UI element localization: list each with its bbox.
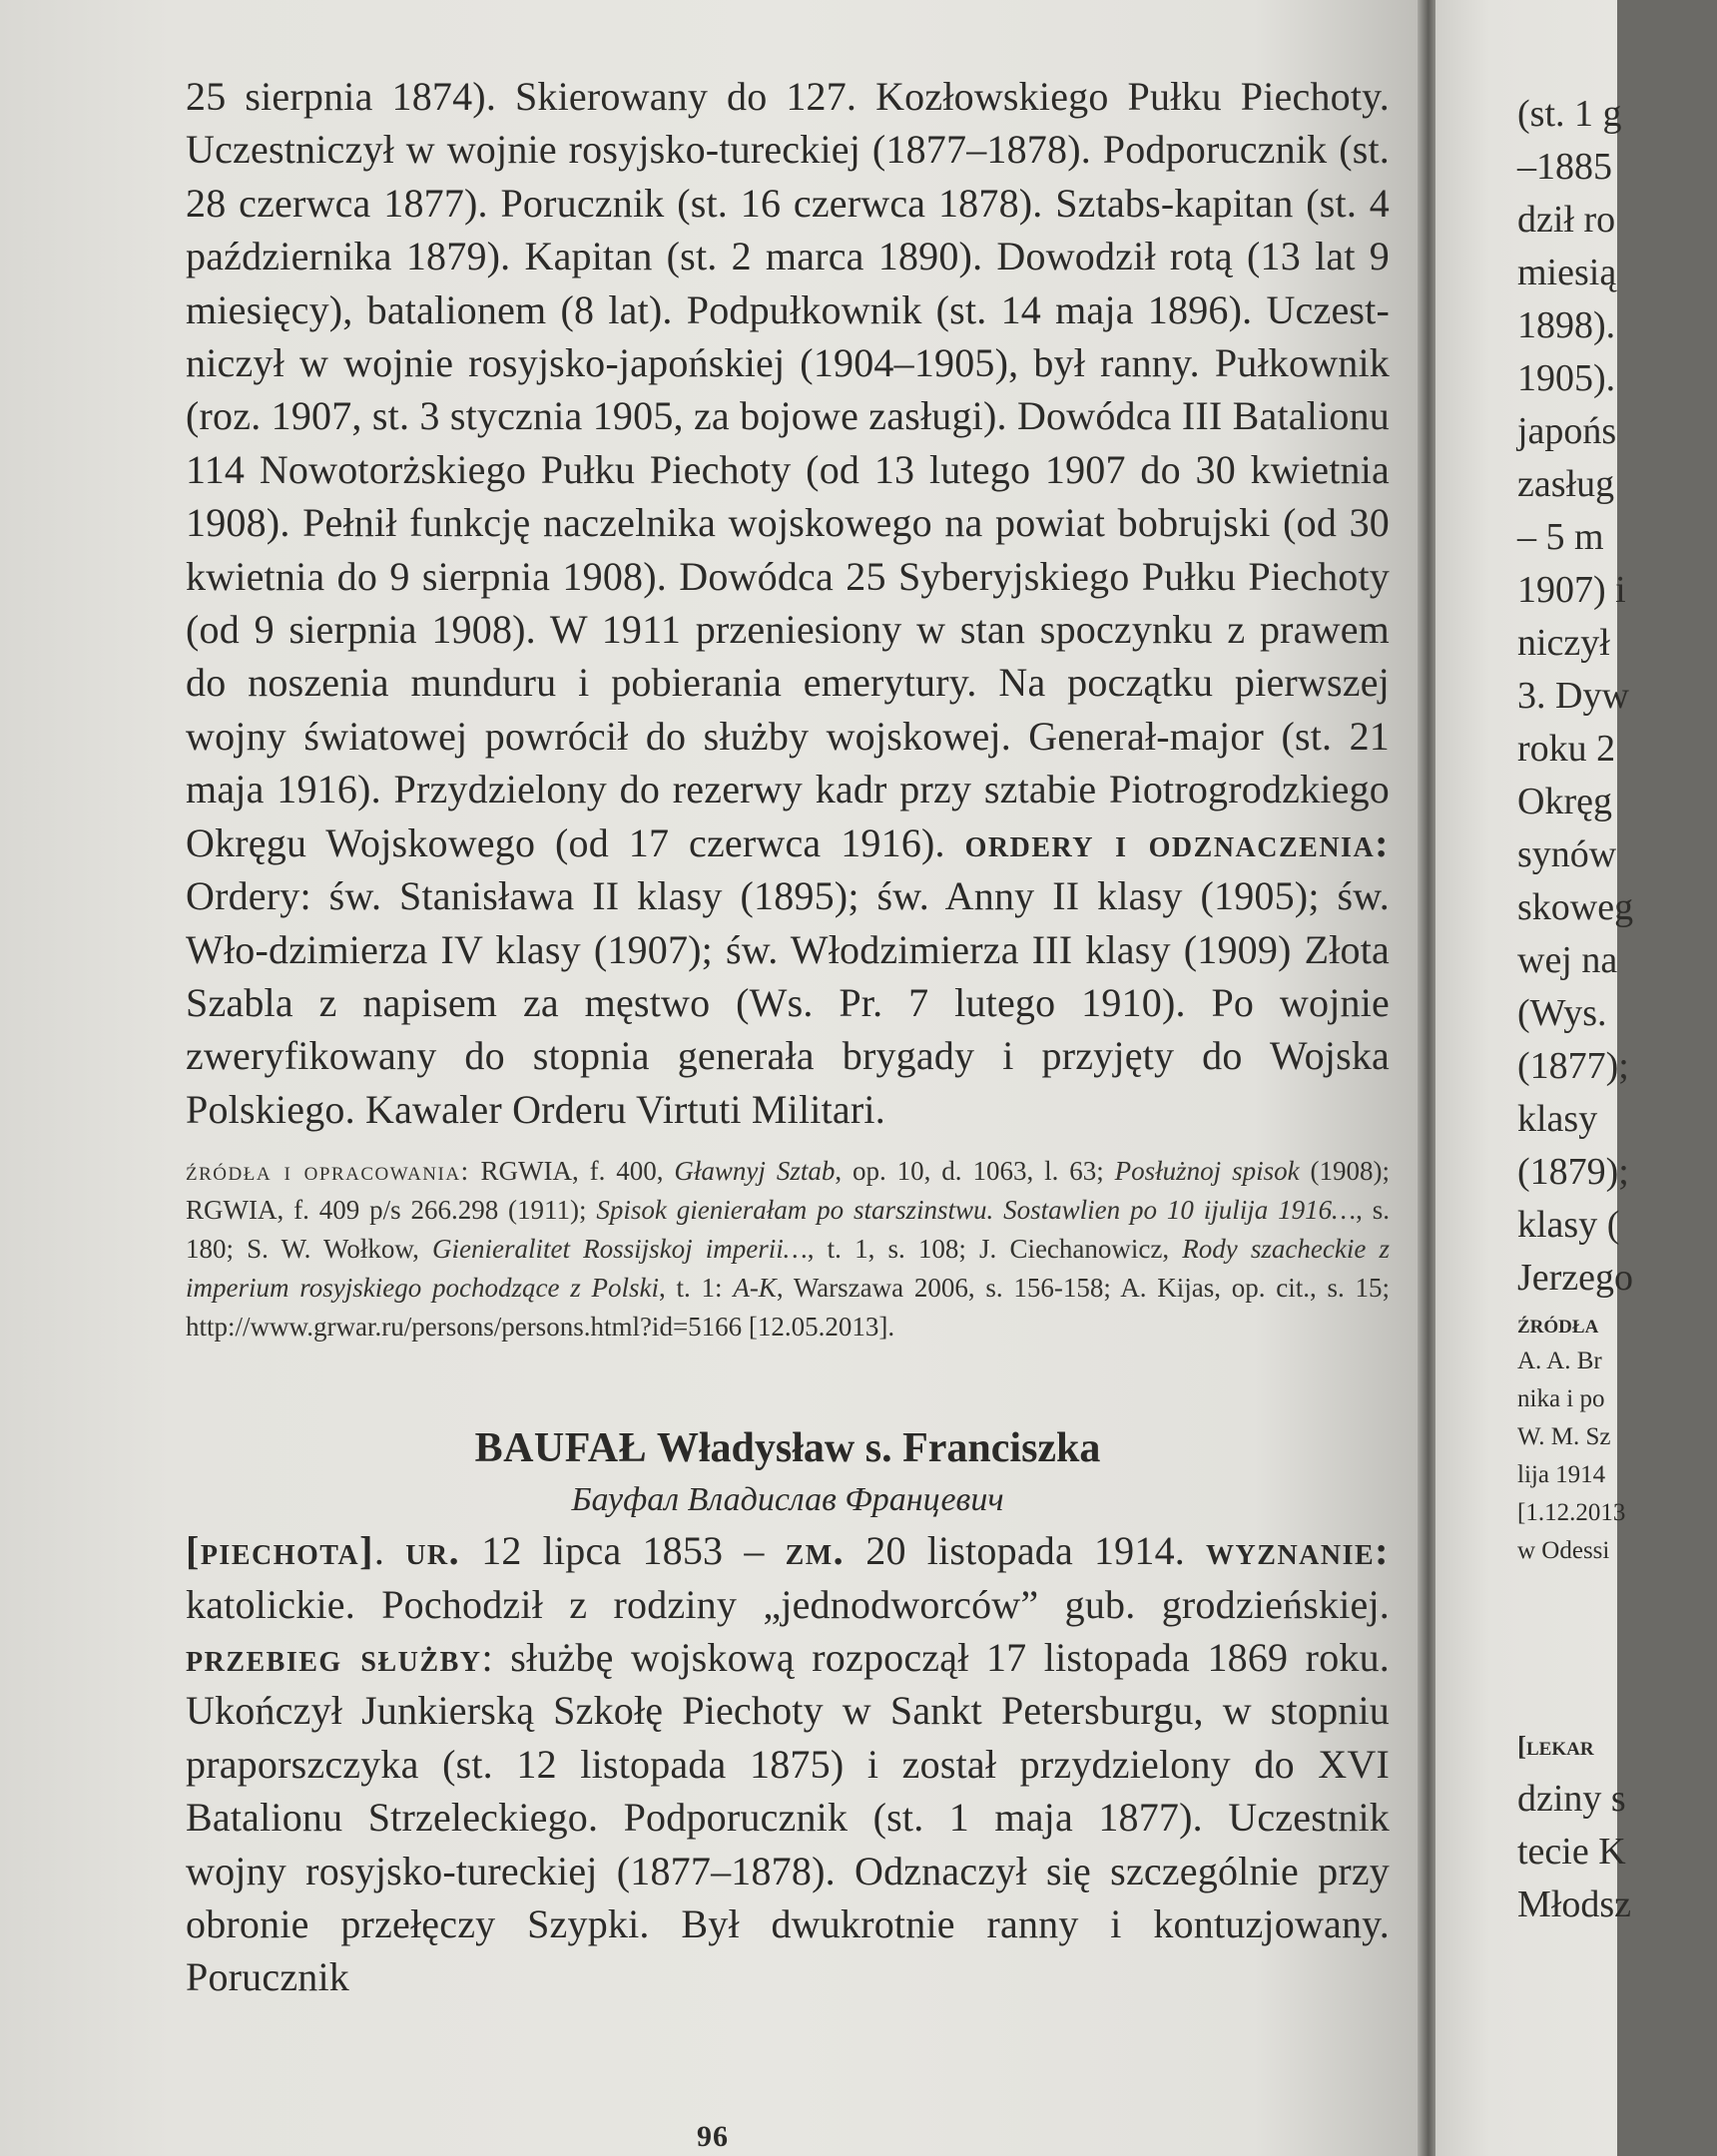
orders-line: Ordery: św. Stanisława II klasy (1895); św. Anny II klasy (1905); św. Wło-: [186, 873, 1390, 972]
fragment-line: 1898).: [1517, 304, 1616, 346]
bio-line: 114 Nowotorżskiego Pułku Piechoty (od 13 lutego 1907 do 30 kwietnia: [186, 446, 1390, 492]
fragment-small: nika i po: [1517, 1385, 1605, 1412]
bio-line: 9 miesięcy), batalionem (8 lat). Podpułkownik (st. 14 maja 1896). Uczest-: [186, 234, 1390, 332]
fragment-line: japońs: [1517, 410, 1617, 452]
bio-line: (roz. 1907, st. 3 stycznia 1905, za bojowe zasługi). Dowódca III Batalionu: [186, 393, 1390, 439]
branch-label: [piechota]: [186, 1528, 374, 1574]
fragment-line: skoweg: [1517, 886, 1634, 928]
right-page-fragments: [1517, 88, 1717, 1931]
fragment-small: lija 1914: [1517, 1461, 1606, 1488]
source-text: , t. 1, s. 108; J. Ciechanowicz,: [807, 1234, 1170, 1265]
fragment-line: niczył: [1517, 622, 1610, 664]
bio-line: niczył w wojnie rosyjsko-japońskiej (1904–1905), był ranny. Pułkownik: [186, 340, 1390, 386]
bio-line: (od 9 sierpnia 1908). W 1911 przeniesiony w stan spoczynku z prawem: [186, 607, 1390, 653]
source-title: Rody szacheckie z imperium rosyjskiego pochodzące z Polski: [186, 1234, 1391, 1304]
fragment-spacer: [1517, 1570, 1717, 1720]
fragment-line: miesią: [1517, 252, 1617, 293]
fragment-line: Młodsz: [1517, 1884, 1631, 1925]
bio-line: 25 sierpnia 1874). Skierowany do 127. Kozłowskiego Pułku Piechoty.: [186, 74, 1390, 119]
fragment-line: klasy (: [1517, 1204, 1620, 1246]
bio-line: maja 1916). Przydzielony do rezerwy kadr przy sztabie Piotrogrodzkiego: [186, 767, 1390, 812]
fragment-small: źródła: [1517, 1309, 1599, 1339]
fragment-line: zasług: [1517, 463, 1615, 505]
bio-line: 4 października 1879). Kapitan (st. 2 marca 1890). Dowodził rotą (13 lat: [186, 180, 1390, 279]
fragment-line: (st. 1 g: [1517, 93, 1622, 135]
entry-heading: [186, 1422, 1390, 1474]
fragment-small: A. A. Br: [1517, 1348, 1602, 1374]
bio-line: do noszenia munduru i pobierania emerytury. Na początku pierwszej: [186, 660, 1390, 706]
biography-entry-2: [piechota]. ur. 12 lipca 1853 – zm. 20 listopada 1914. wyznanie: katolickie. Pochodził z rodziny „jednodworców” gub. grodzieńskiej. przebieg służby: służbę wojskową rozpoczął 17 listopada 1869 roku. Ukończył Junkierską Szkołę Piechoty w Sankt Petersburgu, w stopniu praporszczyka (st. 12 listopada 1875) i został przydzielony do XVI Batalionu Strzeleckiego. Podporucznik (st. 1 maja 1877). Uczestnik wojny rosyjsko-tureckiej (1877–1878). Odznaczył się szczególnie przy obronie przełęczy Szypki. Był dwukrotnie ranny i kontuzjowany. Porucznik: [186, 1528, 1390, 2000]
fragment-small: w Odessi: [1517, 1537, 1610, 1564]
text-column: [186, 70, 1390, 2004]
right-book-page: [1435, 0, 1634, 2156]
bio-line: kwietnia do 9 sierpnia 1908). Dowódca 25 Syberyjskiego Pułku Piechoty: [186, 553, 1390, 599]
source-text: , s. 180; S. W. Wołkow,: [186, 1195, 1391, 1265]
orders-heading: ordery i odznaczenia:: [964, 819, 1390, 865]
source-title: Gienieralitet Rossijskoj imperii…: [431, 1234, 808, 1265]
died-label: zm.: [785, 1528, 846, 1574]
entry-given-names: Władysław s. Franciszka: [656, 1425, 1101, 1472]
sources-heading: źródła i opracowania:: [186, 1156, 470, 1187]
orders-line: Orderu Virtuti Militari.: [512, 1086, 885, 1132]
fragment-line: (Wys.: [1517, 992, 1607, 1034]
source-title: A-K: [733, 1273, 777, 1304]
fragment-line: dziny s: [1517, 1778, 1626, 1820]
fragment-line: 1905).: [1517, 357, 1616, 399]
source-text: , t. 1:: [659, 1273, 723, 1304]
service-text: : służbę wojskową rozpoczął 17 listopada 1869 roku. Ukończył Junkierską Szkołę Piechoty w Sankt Petersburgu, w stopniu praporszczyka (st. 12 listopada 1875) i został przydzielony do XVI Batalionu Strzeleckiego. Podporucznik (st. 1 maja 1877). Uczestnik wojny rosyjsko-tureckiej (1877–1878). Odznaczył się szczególnie przy obronie przełęczy Szypki. Był dwukrotnie ranny i kontuzjowany. Porucznik: [186, 1634, 1390, 2000]
source-text: , op. 10, d. 1063, l. 63;: [835, 1156, 1104, 1187]
fragment-line: wej na: [1517, 939, 1618, 981]
bio-line: Uczestniczył w wojnie rosyjsko-tureckiej (1877–1878). Podporucznik: [186, 127, 1328, 173]
orders-line: do stopnia generała brygady i przyjęty do Wojska Polskiego. Kawaler: [186, 1033, 1391, 1132]
entry-cyrillic-name: Бауфал Владислав Францевич: [571, 1481, 1004, 1519]
born-value: 12 lipca 1853 –: [481, 1528, 765, 1574]
fragment-line: 1907) i: [1517, 569, 1626, 611]
fragment-line: (1877);: [1517, 1045, 1629, 1087]
source-text: RGWIA, f. 400,: [480, 1156, 664, 1187]
died-value: 20 listopada 1914.: [865, 1528, 1185, 1574]
fragment-line: –1885: [1517, 146, 1612, 188]
fragment-line: (1879);: [1517, 1151, 1629, 1193]
fragment-line: [lekar: [1517, 1731, 1594, 1761]
biography-entry-1: [186, 70, 1390, 1136]
fragment-line: Jerzego: [1517, 1257, 1634, 1299]
fragment-line: Okręg: [1517, 781, 1612, 822]
fragment-small: [1.12.2013: [1517, 1499, 1626, 1526]
fragment-small: W. M. Sz: [1517, 1423, 1611, 1450]
fragment-line: 3. Dyw: [1517, 675, 1629, 717]
fragment-line: tecie K: [1517, 1831, 1626, 1873]
religion-label: wyznanie:: [1206, 1528, 1390, 1574]
book-gutter: [1418, 0, 1435, 2156]
orders-line: dzimierza IV klasy (1907); św. Włodzimierza III klasy (1909) Złota Szabla: [186, 926, 1390, 1025]
bio-line: Okręgu Wojskowego (od 17 czerwca 1916).: [186, 819, 945, 865]
fragment-line: synów: [1517, 833, 1617, 875]
religion-value: katolickie. Pochodził z rodziny „jednodworców” gub. grodzieńskiej.: [186, 1581, 1390, 1627]
source-title: Gławnyj Sztab: [674, 1156, 836, 1187]
bio-line: wojny światowej powrócił do służby wojskowej. Generał-major (st. 21: [186, 713, 1390, 759]
entry-surname: BAUFAŁ: [474, 1425, 648, 1472]
fragment-line: – 5 m: [1517, 516, 1604, 558]
orders-line: z napisem za męstwo (Ws. Pr. 7 lutego 1910). Po wojnie zweryfikowany: [186, 979, 1391, 1079]
bio-line: 1908). Pełnił funkcję naczelnika wojskowego na powiat bobrujski (od 30: [186, 500, 1390, 546]
fragment-line: roku 2: [1517, 728, 1616, 770]
born-label: ur.: [405, 1528, 461, 1574]
page-number: 96: [697, 2120, 729, 2153]
source-title: Posłużnoj spisok: [1114, 1156, 1300, 1187]
fragment-line: dził ro: [1517, 199, 1616, 241]
service-label: przebieg służby: [186, 1634, 482, 1680]
source-text: (1908); RGWIA, f. 409 p/s 266.298 (1911);: [186, 1156, 1390, 1226]
bio-line: (st. 28 czerwca 1877). Porucznik (st. 16 czerwca 1878). Sztabs-kapitan (st.: [186, 127, 1390, 226]
fragment-line: klasy: [1517, 1098, 1598, 1140]
source-text: , Warszawa 2006, s. 156-158; A. Kijas, op. cit., s. 15; http://www.grwar.ru/persons/persons.html?id=5166 [12.05.2013].: [186, 1273, 1391, 1343]
source-title: Spisok gienierałam po starszinstwu. Sostawlien po 10 ijulija 1916…: [596, 1195, 1357, 1226]
sources-block: [186, 1152, 1390, 1347]
